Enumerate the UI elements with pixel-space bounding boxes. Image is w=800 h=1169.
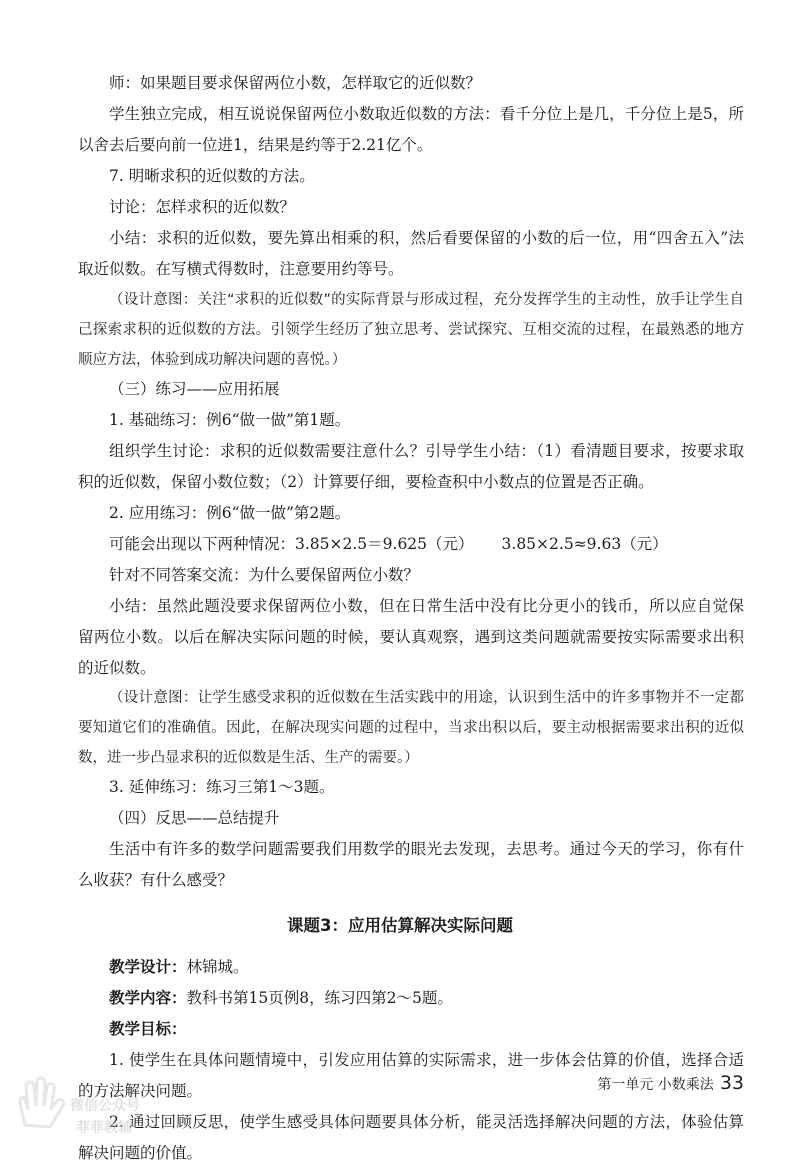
watermark — [10, 1055, 160, 1145]
paragraph-exchange: 针对不同答案交流：为什么要保留两位小数？ — [109, 566, 420, 584]
lesson-title: 课题3：应用估算解决实际问题 — [287, 916, 513, 935]
footer-unit: 第一单元 小数乘法 — [597, 1077, 714, 1093]
lesson-content — [78, 983, 744, 1014]
paragraph-teacher-question: 师：如果题目要求保留两位小数，怎样取它的近似数？ — [109, 74, 482, 92]
lesson-goals-label: 教学目标： — [109, 1020, 187, 1038]
page-footer — [597, 1072, 744, 1094]
paragraph-student-method: 学生独立完成，相互说说保留两位小数取近似数的方法：看千分位上是几，千分位上是5，所以舍去后要向前一位进1，结果是约等于2.21亿个。 — [78, 105, 744, 154]
paragraph-applied-practice: 2. 应用练习：例6“做一做”第2题。 — [109, 504, 351, 522]
content-value: 教科书第15页例8，练习四第2～5题。 — [186, 989, 453, 1007]
watermark-hand-icon — [10, 1075, 70, 1135]
paragraph-discussion: 讨论：怎样求积的近似数？ — [109, 198, 296, 216]
design-intent-note-2: （设计意图：让学生感受求积的近似数在生活实践中的用途，认识到生活中的许多事物并不一定都要知道它们的准确值。因此，在解决现实问题的过程中，当求出积以后，要主动根据需要求出积的近似数，进一步凸显求积的近似数是生活、生产的需要。） — [78, 690, 744, 766]
case-approx: 3.85×2.5≈9.63（元） — [501, 535, 668, 553]
lesson-goal-2: 2. 通过回顾反思，使学生感受具体问题要具体分析，能灵活选择解决问题的方法，体验估算解决问题的价值。 — [78, 1113, 744, 1162]
lesson-designer — [78, 952, 744, 983]
designer-label: 教学设计： — [109, 958, 187, 976]
watermark-line-2: 菲菲教辅 — [76, 1120, 132, 1136]
paragraph-step-7: 7. 明晰求积的近似数的方法。 — [109, 167, 315, 185]
paragraph-two-cases — [78, 529, 744, 560]
paragraph-summary-1: 小结：求积的近似数，要先算出相乘的积，然后看要保留的小数的后一位，用“四舍五入”法取近似数。在写横式得数时，注意要用约等号。 — [78, 229, 744, 278]
case-exact: 可能会出现以下两种情况：3.85×2.5＝9.625（元） — [109, 535, 474, 553]
design-intent-note-1: （设计意图：关注“求积的近似数”的实际背景与形成过程，充分发挥学生的主动性，放手让学生自己探索求积的近似数的方法。引领学生经历了独立思考、尝试探究、互相交流的过程，在最熟悉的地方顺应方法，体验到成功解决问题的喜悦。） — [78, 292, 744, 368]
paragraph-basic-practice: 1. 基础练习：例6“做一做”第1题。 — [109, 411, 351, 429]
paragraph-extension-practice: 3. 延伸练习：练习三第1～3题。 — [109, 778, 335, 796]
content-label: 教学内容： — [109, 989, 187, 1007]
paragraph-reflection: 生活中有许多的数学问题需要我们用数学的眼光去发现，去思考。通过今天的学习，你有什么收获？有什么感受？ — [78, 840, 744, 889]
page-number: 33 — [719, 1072, 744, 1094]
lesson-goal-1: 1. 使学生在具体问题情境中，引发应用估算的实际需求，进一步体会估算的价值，选择合适的方法解决问题。 — [78, 1051, 744, 1100]
paragraph-group-discussion: 组织学生讨论：求积的近似数需要注意什么？引导学生小结：（1）看清题目要求，按要求取积的近似数，保留小数位数；（2）计算要仔细，要检查积中小数点的位置是否正确。 — [78, 442, 744, 491]
section-heading-reflection: （四）反思——总结提升 — [109, 809, 280, 827]
watermark-line-1: 微信公众号 — [70, 1098, 140, 1114]
paragraph-summary-2: 小结：虽然此题没要求保留两位小数，但在日常生活中没有比分更小的钱币，所以应自觉保留两位小数。以后在解决实际问题的时候，要认真观察，遇到这类问题就需要按实际需要求出积的近似数。 — [78, 597, 744, 677]
designer-value: 林锦城。 — [186, 958, 249, 976]
section-heading-practice: （三）练习——应用拓展 — [109, 380, 280, 398]
